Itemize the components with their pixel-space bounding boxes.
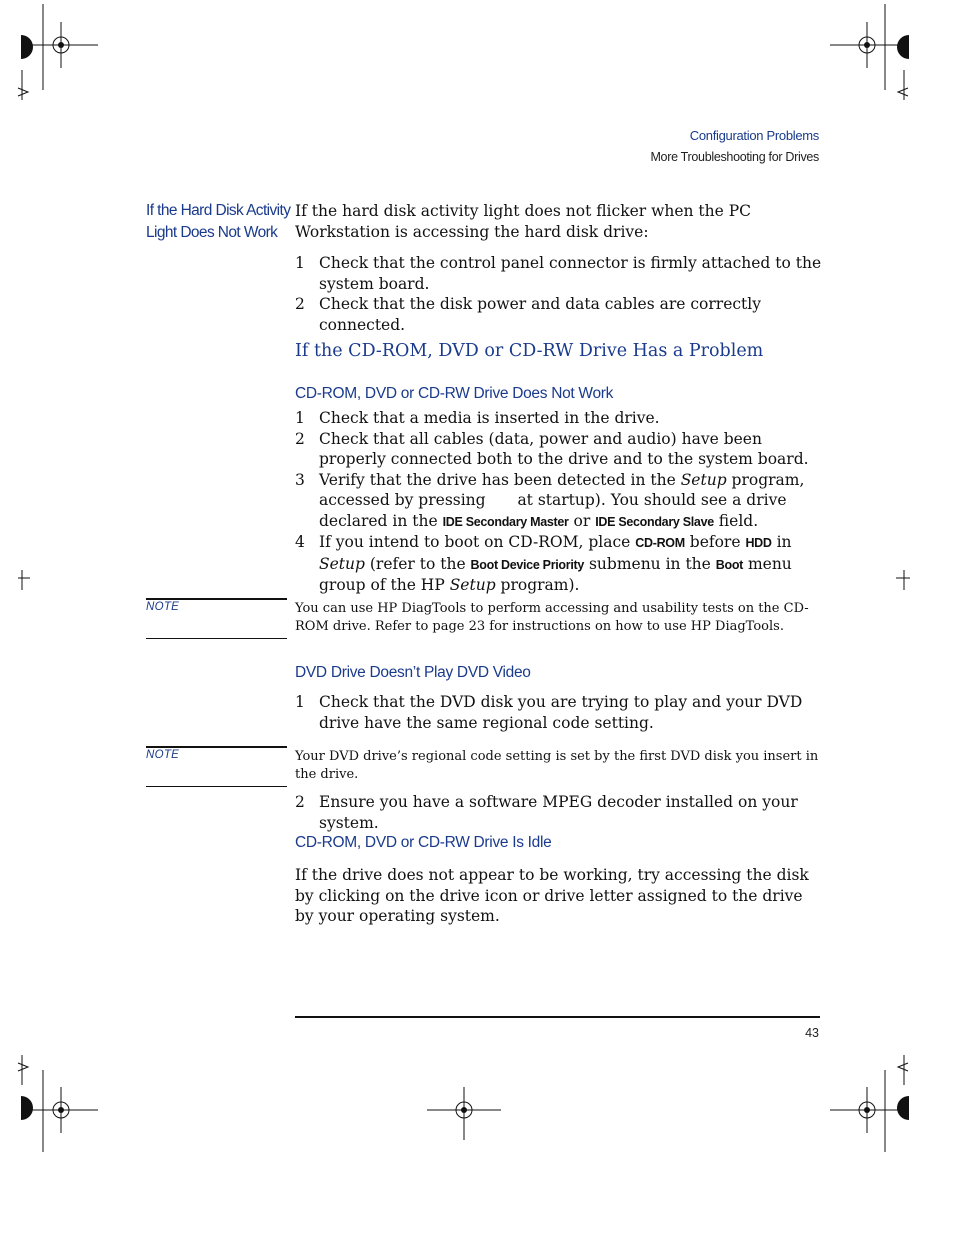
step-number: 1 bbox=[295, 693, 305, 711]
list-item bbox=[295, 429, 825, 470]
step-text: Check that the disk power and data cables are correctly connected. bbox=[319, 295, 761, 334]
step-number: 2 bbox=[295, 295, 305, 313]
note-label: NOTE bbox=[146, 601, 180, 613]
note-rule-bottom bbox=[146, 786, 287, 787]
step-text: Verify that the drive has been detected in the Setup program, accessed by pressing at startup). You should see a drive declared in the IDE Secondary Master or IDE Secondary Slave field. bbox=[319, 470, 805, 530]
step-text: Check that the control panel connector is firmly attached to the system board. bbox=[319, 254, 822, 293]
step-text: Ensure you have a software MPEG decoder installed on your system. bbox=[319, 793, 798, 832]
hard-disk-intro: If the hard disk activity light does not flicker when the PC Workstation is accessing the hard disk drive: bbox=[295, 202, 752, 241]
list-item bbox=[295, 253, 825, 294]
page-number: 43 bbox=[805, 1026, 819, 1040]
note-text: You can use HP DiagTools to perform accessing and usability tests on the CD-ROM drive. Refer to page 23 for instructions on how to use HP DiagTools. bbox=[295, 601, 809, 634]
keyword-ide-secondary-slave: IDE Secondary Slave bbox=[595, 514, 714, 529]
keyword-ide-secondary-master: IDE Secondary Master bbox=[442, 514, 569, 529]
note-label: NOTE bbox=[146, 749, 180, 761]
step-number: 3 bbox=[295, 470, 305, 489]
keyword-hdd: HDD bbox=[745, 536, 772, 550]
drive-idle-text: If the drive does not appear to be working, try accessing the disk by clicking on the drive icon or drive letter assigned to the drive by your operating system. bbox=[295, 866, 809, 925]
step-number: 4 bbox=[295, 533, 305, 551]
note-rule-top bbox=[146, 746, 287, 748]
footer-rule bbox=[295, 1016, 820, 1018]
step-number: 2 bbox=[295, 793, 305, 811]
note-text: Your DVD drive’s regional code setting is set by the first DVD disk you insert in the drive. bbox=[295, 749, 819, 782]
subheading-drive-idle: CD-ROM, DVD or CD-RW Drive Is Idle bbox=[295, 834, 552, 851]
list-item bbox=[295, 408, 825, 429]
keyword-boot: Boot bbox=[715, 557, 744, 572]
list-item bbox=[295, 294, 825, 335]
running-header-subtitle: More Troubleshooting for Drives bbox=[650, 150, 819, 164]
keyword-boot-device-priority: Boot Device Priority bbox=[470, 557, 585, 572]
step-text: Check that a media is inserted in the drive. bbox=[319, 409, 660, 427]
step-text: Check that the DVD disk you are trying to play and your DVD drive have the same regional code setting. bbox=[319, 693, 803, 732]
dvd-video-steps bbox=[295, 692, 825, 733]
section-heading-cdrom: If the CD-ROM, DVD or CD-RW Drive Has a Problem bbox=[295, 341, 764, 361]
does-not-work-steps bbox=[295, 408, 825, 596]
list-item bbox=[295, 792, 825, 833]
side-heading-line: Light Does Not Work bbox=[146, 224, 278, 241]
side-heading-line: If the Hard Disk Activity bbox=[146, 202, 291, 219]
step-number: 2 bbox=[295, 429, 305, 448]
list-item bbox=[295, 532, 825, 596]
keyword-cd-rom: CD-ROM bbox=[635, 536, 685, 550]
step-text: Check that all cables (data, power and audio) have been properly connected both to the drive and to the system board. bbox=[319, 429, 809, 468]
subheading-dvd-video: DVD Drive Doesn’t Play DVD Video bbox=[295, 664, 531, 681]
subheading-does-not-work: CD-ROM, DVD or CD-RW Drive Does Not Work bbox=[295, 385, 614, 402]
hard-disk-steps bbox=[295, 253, 825, 335]
note-rule-top bbox=[146, 598, 287, 600]
dvd-video-steps-continued bbox=[295, 792, 825, 833]
step-number: 1 bbox=[295, 409, 305, 427]
step-text: If you intend to boot on CD-ROM, place CD-ROM before HDD in Setup (refer to the Boot Device Priority submenu in the Boot menu group of the HP Setup program). bbox=[319, 533, 792, 594]
list-item bbox=[295, 692, 825, 733]
note-rule-bottom bbox=[146, 638, 287, 639]
side-heading-hard-disk bbox=[146, 200, 291, 244]
step-number: 1 bbox=[295, 254, 305, 272]
running-header-title: Configuration Problems bbox=[689, 128, 819, 143]
list-item bbox=[295, 470, 825, 533]
